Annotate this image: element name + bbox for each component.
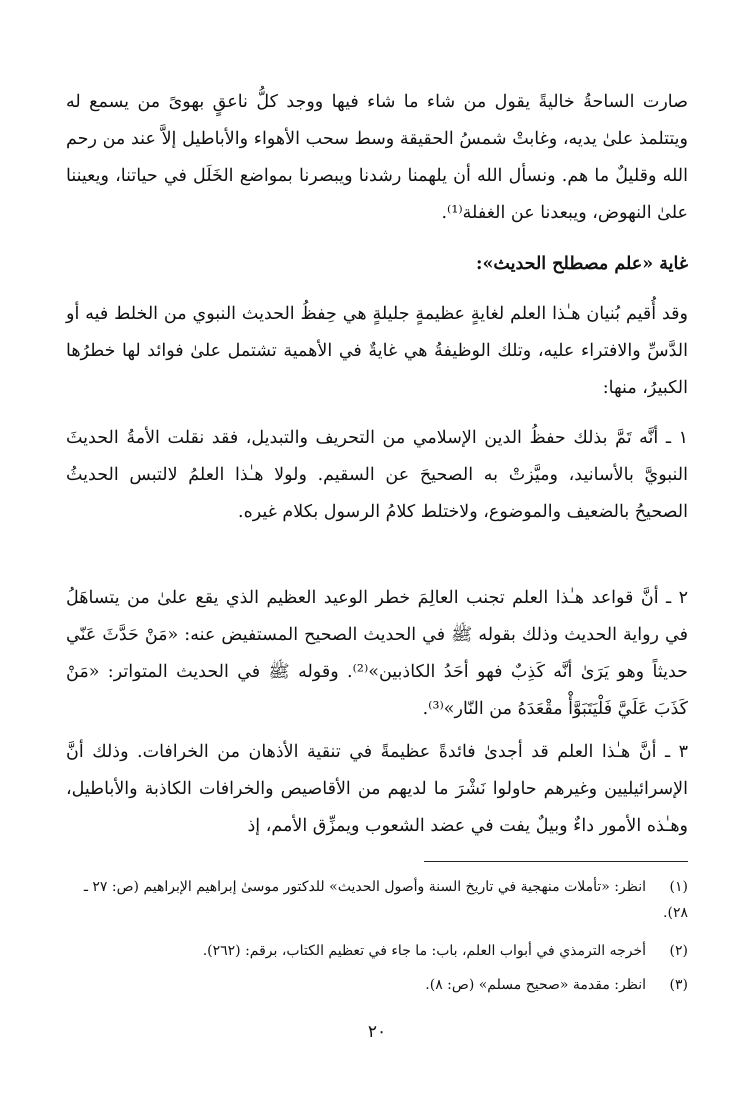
point-1 [66,420,688,531]
page-number: ٢٠ [367,1022,387,1042]
point-text: ٣ ـ أنَّ هـٰذا العلم قد أجدىٰ فائدةً عظيمةً في تنقية الأذهان من الخرافات. وذلك أنَّ الإسرائيليين وغيرهم حاولوا نَشْرَ ما لديهم من الأقاصيص والخرافات الكاذبة والأباطيل، وهـٰذه الأمور داءٌ وبيلٌ يفت في عضد الشعوب ويمزِّق الأمم، إذ [66,742,688,836]
intro-text: صارت الساحةُ خاليةً يقول من شاء ما شاء فيها ووجد كلُّ ناعقٍ بهوىً من يسمع له ويتتلمذ علىٰ يديه، وغابتْ شمسُ الحقيقة وسط سحب الأهواء والأباطيل إلاَّ عند من رحم الله وقليلٌ ما هم. ونسأل الله أن يلهمنا رشدنا ويبصرنا بمواضع الخَلَل في حياتنا، ويعيننا علىٰ النهوض، ويبعدنا عن الغفلة⁽¹⁾. [66,92,689,223]
intro-paragraph [66,84,688,232]
point-text: ١ ـ أنَّه تَمَّ بذلك حفظُ الدين الإسلامي من التحريف والتبديل، فقد نقلت الأمةُ الحديثَ النبويَّ بالأسانيد، وميَّزتْ به الصحيحَ عن السقيم. ولولا هـٰذا العلمُ لالتبس الحديثُ الصحيحُ بالضعيف والموضوع، ولاختلط كلامُ الرسول بكلام غيره. [66,428,688,522]
body-paragraph [66,296,688,407]
footnote-divider [424,861,688,862]
footnote-text: أخرجه الترمذي في أبواب العلم، باب: ما جاء في تعظيم الكتاب، برقم: (٢٦٢). [202,943,646,959]
footnote-number: (٢) [669,943,688,959]
footnote-1 [66,874,688,926]
section-heading-block [66,246,688,283]
footnote-text: انظر: «تأملات منهجية في تاريخ السنة وأصول الحديث» للدكتور موسىٰ إبراهيم الإبراهيم (ص: ٢٧ ـ ٢٨). [83,879,688,921]
point-text: ٢ ـ أنَّ قواعد هـٰذا العلم تجنب العالِمَ خطر الوعيد العظيم الذي يقع علىٰ من يتساهَلُ في رواية الحديث وذلك بقوله ﷺ في الحديث الصحيح المستفيض عنه: «مَنْ حَدَّثَ عَنّي حديثاً وهو يَرَىٰ أنَّه كَذِبٌ فهو أحَدُ الكاذبين»⁽²⁾. وقوله ﷺ في الحديث المتواتر: «مَنْ كَذَبَ عَلَيَّ فَلْيَتَبَوَّأْ مقْعَدَهُ من النّار»⁽³⁾. [66,588,689,719]
footnote-number: (١) [669,879,688,895]
footnote-text: انظر: مقدمة «صحيح مسلم» (ص: ٨). [425,977,646,993]
point-2 [66,580,688,728]
point-3 [66,734,688,845]
footnote-2 [66,938,688,964]
section-heading: غاية «علم مصطلح الحديث»: [476,254,688,274]
body-text: وقد أُقيم بُنيان هـٰذا العلم لغايةٍ عظيمةٍ جليلةٍ هي حِفظُ الحديث النبوي من الخلط فيه أو الدَّسِّ والافتراء عليه، وتلك الوظيفةُ هي غايةٌ في الأهمية تشتمل علىٰ فوائد لها خطرُها الكبيرُ، منها: [66,304,688,398]
footnote-3 [66,972,688,998]
footnote-number: (٣) [669,977,688,993]
